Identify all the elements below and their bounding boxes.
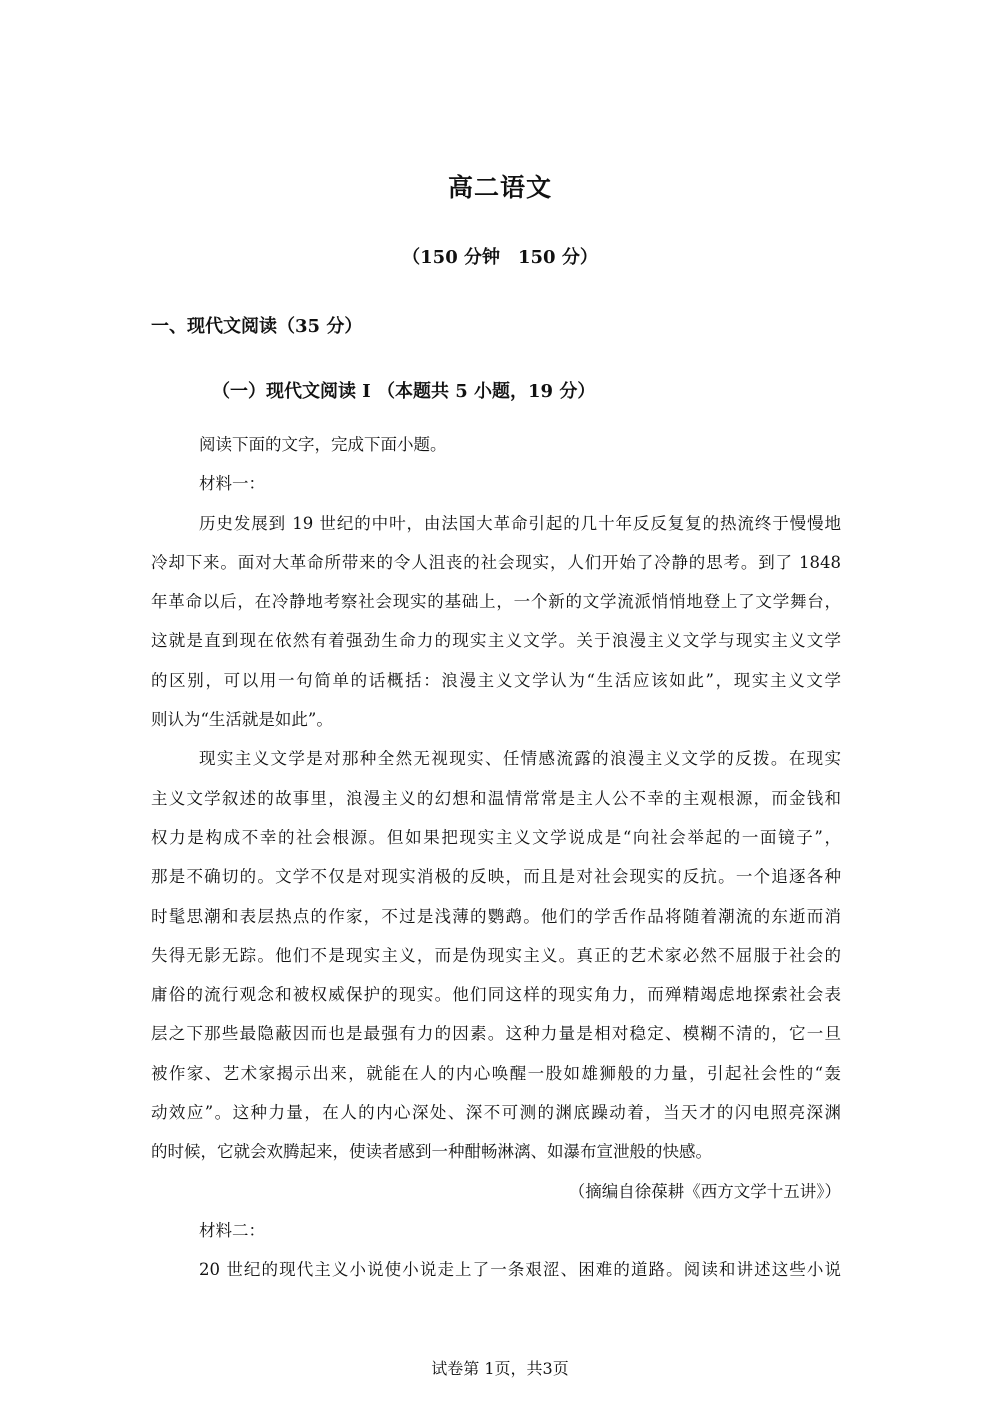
paragraph-line: 冷却下来。面对大革命所带来的令人沮丧的社会现实，人们开始了冷静的思考。到了 1848: [151, 552, 841, 572]
paragraph-line: 历史发展到 19 世纪的中叶，由法国大革命引起的几十年反反复复的热流终于慢慢地: [199, 513, 841, 533]
paragraph-line: 庸俗的流行观念和被权威保护的现实。他们同这样的现实角力，而殚精竭虑地探索社会表: [151, 985, 841, 1005]
paragraph-line: 动效应”。这种力量，在人的内心深处、深不可测的渊底躁动着，当天才的闪电照亮深渊: [151, 1103, 841, 1123]
exam-duration-score: （150 分钟 150 分）: [402, 247, 598, 268]
paragraph-line: 则认为“生活就是如此”。: [151, 710, 333, 730]
material-one-label: 材料一：: [199, 474, 265, 494]
paragraph-line: 时髦思潮和表层热点的作家，不过是浅薄的鹦鹉。他们的学舌作品将随着潮流的东逝而消: [151, 906, 841, 926]
material-two-label: 材料二：: [199, 1220, 265, 1240]
paragraph-line: 的区别，可以用一句简单的话概括：浪漫主义文学认为“生活应该如此”，现实主义文学: [151, 670, 841, 690]
instruction-line: 阅读下面的文字，完成下面小题。: [199, 435, 447, 454]
paragraph-line: 权力是构成不幸的社会根源。但如果把现实主义文学说成是“向社会举起的一面镜子”，: [151, 827, 841, 847]
paragraph-line: 20 世纪的现代主义小说使小说走上了一条艰涩、困难的道路。阅读和讲述这些小说: [199, 1260, 841, 1280]
page-footer: 试卷第 1页，共3页: [431, 1359, 569, 1378]
page-title: 高二语文: [447, 173, 552, 202]
section-heading: 一、现代文阅读（35 分）: [151, 316, 363, 337]
paragraph-line: 主义文学叙述的故事里，浪漫主义的幻想和温情常常是主人公不幸的主观根源，而金钱和: [151, 788, 841, 808]
paragraph-line: 现实主义文学是对那种全然无视现实、任情感流露的浪漫主义文学的反拨。在现实: [199, 749, 841, 769]
paragraph-line: 年革命以后，在冷静地考察社会现实的基础上，一个新的文学流派悄悄地登上了文学舞台，: [151, 592, 841, 612]
paragraph-line: 失得无影无踪。他们不是现实主义，而是伪现实主义。真正的艺术家必然不屈服于社会的: [151, 945, 841, 965]
paragraph-line: 层之下那些最隐蔽因而也是最强有力的因素。这种力量是相对稳定、模糊不清的，它一旦: [151, 1024, 841, 1044]
paragraph-line: 那是不确切的。文学不仅是对现实消极的反映，而且是对社会现实的反抗。一个追逐各种: [151, 867, 841, 887]
source-citation: （摘编自徐葆耕《西方文学十五讲》）: [568, 1181, 841, 1201]
subsection-heading: （一）现代文阅读 I （本题共 5 小题，19 分）: [212, 381, 596, 402]
paragraph-line: 被作家、艺术家揭示出来，就能在人的内心唤醒一股如雄狮般的力量，引起社会性的“轰: [151, 1063, 841, 1083]
paragraph-line: 的时候，它就会欢腾起来，使读者感到一种酣畅淋漓、如瀑布宣泄般的快感。: [151, 1142, 712, 1162]
reading-passage: [151, 425, 841, 1290]
paragraph-line: 这就是直到现在依然有着强劲生命力的现实主义文学。关于浪漫主义文学与现实主义文学: [151, 631, 841, 651]
